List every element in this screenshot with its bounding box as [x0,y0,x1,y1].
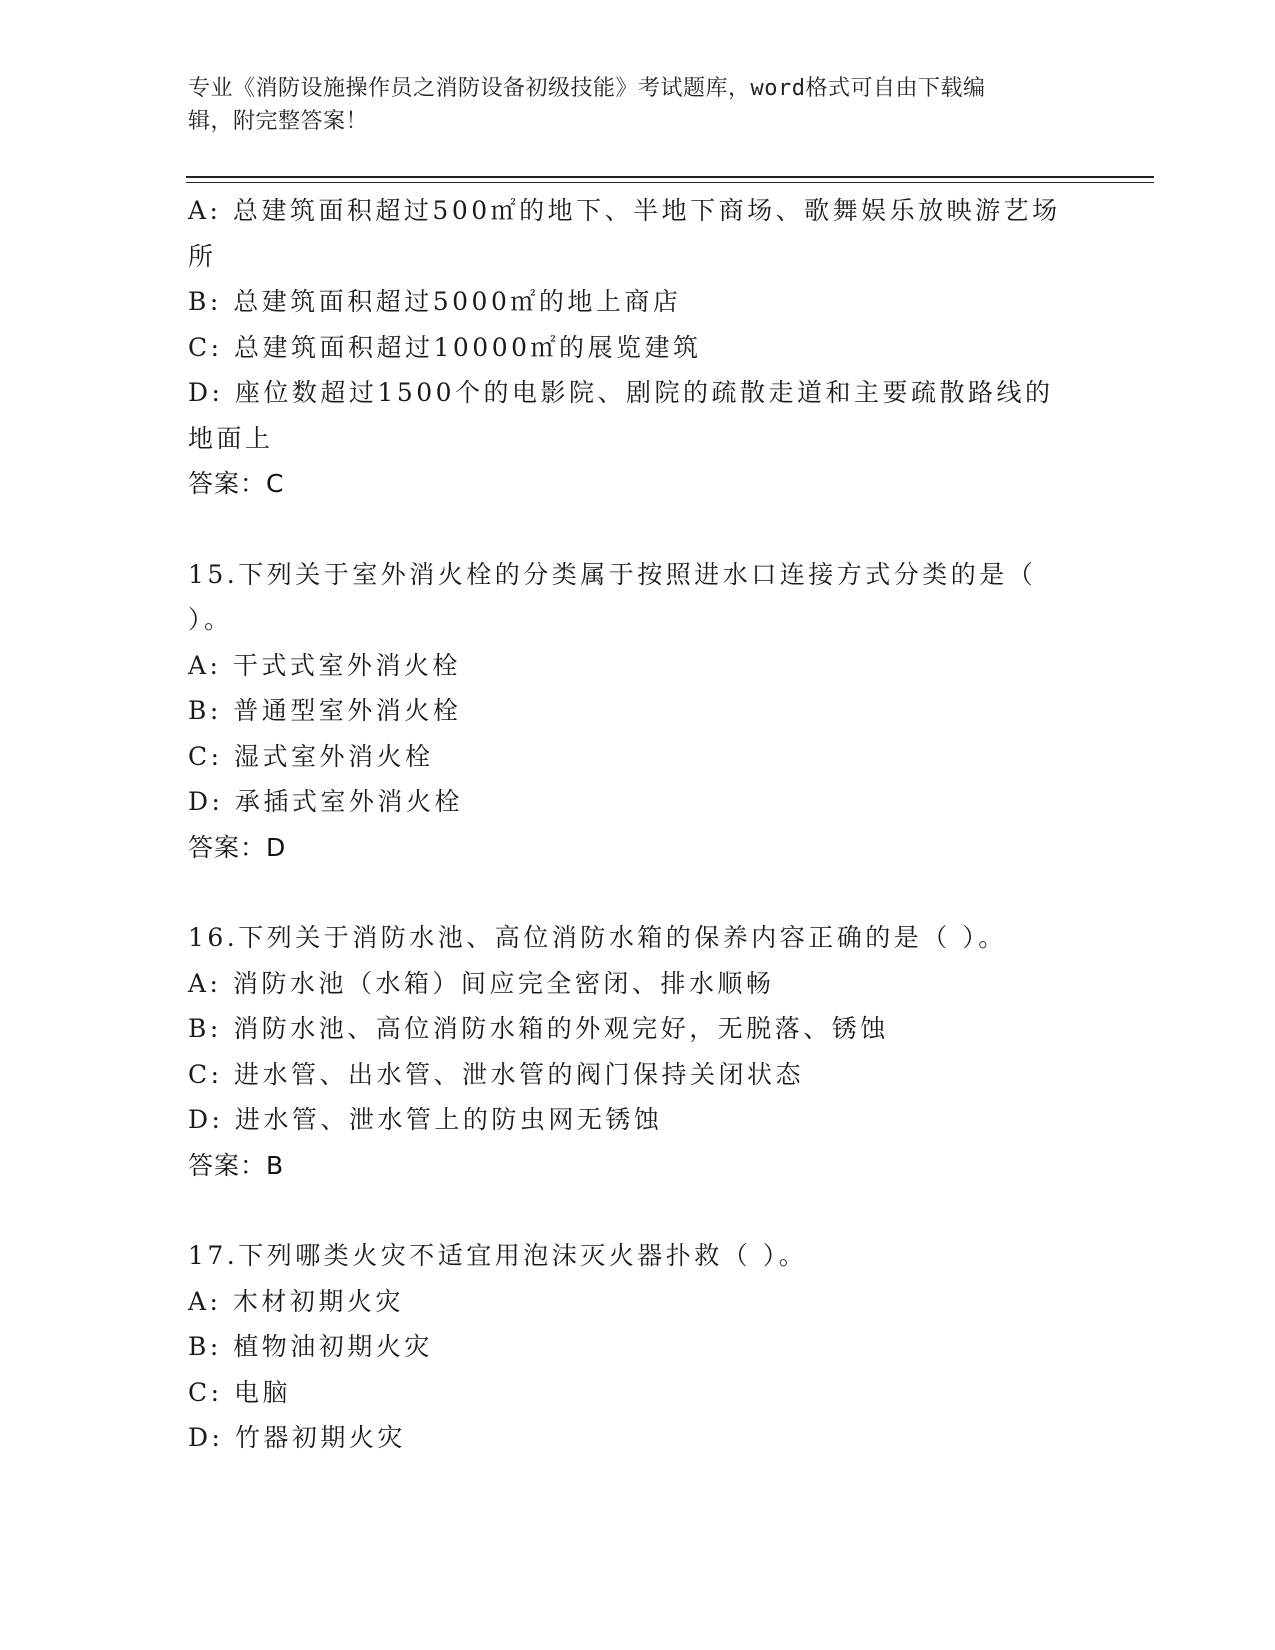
question-stem: 16.下列关于消防水池、高位消防水箱的保养内容正确的是（ ）。 [188,923,1007,952]
option-d: D: 进水管、泄水管上的防虫网无锈蚀 [188,1105,663,1134]
header-line-1: 专业《消防设施操作员之消防设备初级技能》考试题库，word格式可自由下载编 [188,76,986,101]
document-header [188,72,1068,138]
option-c: C: 电脑 [188,1377,291,1407]
option-d: D: 座位数超过1500个的电影院、剧院的疏散走道和主要疏散路线的地面上 [188,378,1054,453]
question-list [188,188,1068,1461]
option-d: D: 承插式室外消火栓 [188,787,463,816]
spacer [188,1188,1068,1233]
option-a: A: 干式式室外消火栓 [188,650,461,680]
question-block-17 [188,1233,1068,1461]
option-c: C: 湿式室外消火栓 [188,741,434,771]
spacer [188,507,1068,552]
answer-line: 答案：B [188,1150,285,1180]
header-line-2: 辑，附完整答案！ [188,109,369,134]
option-b: B: 普通型室外消火栓 [188,696,462,725]
question-block-15 [188,552,1068,871]
option-a: A: 木材初期火灾 [188,1286,404,1316]
option-b: B: 植物油初期火灾 [188,1332,433,1361]
question-stem: 17.下列哪类火灾不适宜用泡沫灭火器扑救（ ）。 [188,1241,808,1270]
question-block-14 [188,188,1068,507]
spacer [188,870,1068,915]
option-d: D: 竹器初期火灾 [188,1423,406,1452]
answer-line: 答案：C [188,469,285,498]
option-a: A: 消防水池（水箱）间应完全密闭、排水顺畅 [188,968,775,998]
option-b: B: 消防水池、高位消防水箱的外观完好，无脱落、锈蚀 [188,1014,889,1043]
option-c: C: 进水管、出水管、泄水管的阀门保持关闭状态 [188,1059,804,1089]
option-a: A: 总建筑面积超过500㎡的地下、半地下商场、歌舞娱乐放映游艺场所 [188,196,1061,271]
option-b: B: 总建筑面积超过5000㎡的地上商店 [188,287,682,316]
header-divider-thick [186,176,1154,178]
question-block-16 [188,915,1068,1188]
option-c: C: 总建筑面积超过10000㎡的展览建筑 [188,332,702,362]
header-divider-thin [186,182,1154,183]
question-stem: 15.下列关于室外消火栓的分类属于按照进水口连接方式分类的是（ ）。 [188,559,1037,634]
answer-line: 答案：D [188,832,287,862]
